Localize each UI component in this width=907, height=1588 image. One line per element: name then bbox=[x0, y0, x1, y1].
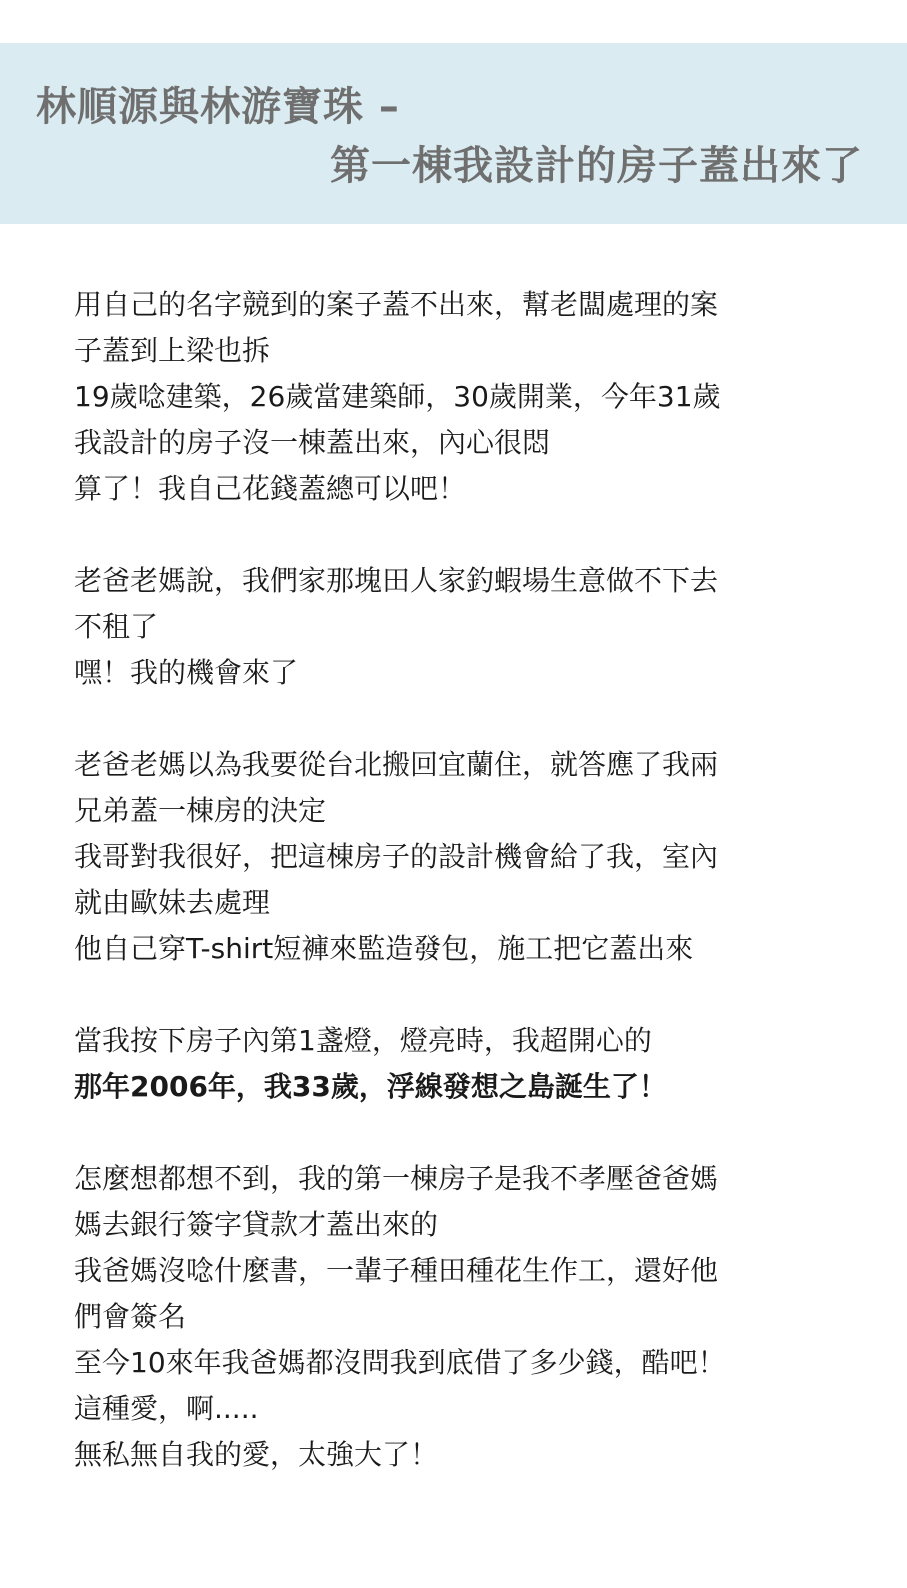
text-line: 我爸媽沒唸什麼書，一輩子種田種花生作工，還好他 bbox=[74, 1254, 719, 1287]
text-line: 們會簽名 bbox=[74, 1300, 187, 1333]
text-line: 至今10來年我爸媽都沒問我到底借了多少錢，酷吧！ bbox=[74, 1346, 726, 1379]
text-line: 當我按下房子內第1盞燈，燈亮時，我超開心的 bbox=[74, 1024, 652, 1057]
text-line: 19歲唸建築，26歲當建築師，30歲開業，今年31歲 bbox=[74, 380, 721, 413]
highlight-line: 那年2006年，我33歲，浮線發想之島誕生了！ bbox=[74, 1070, 667, 1103]
text-line: 無私無自我的愛，太強大了！ bbox=[74, 1438, 439, 1471]
text-line: 怎麼想都想不到，我的第一棟房子是我不孝壓爸爸媽 bbox=[74, 1162, 719, 1195]
text-line: 嘿！我的機會來了 bbox=[74, 656, 299, 689]
text-line: 用自己的名字競到的案子蓋不出來，幫老闆處理的案 bbox=[74, 288, 719, 321]
article-body bbox=[74, 282, 834, 1478]
text-line: 算了！我自己花錢蓋總可以吧！ bbox=[74, 472, 467, 505]
text-line: 媽去銀行簽字貸款才蓋出來的 bbox=[74, 1208, 439, 1241]
paragraph bbox=[74, 1156, 834, 1478]
paragraph bbox=[74, 282, 834, 512]
text-line: 這種愛，啊..... bbox=[74, 1392, 259, 1425]
text-line: 就由歐妹去處理 bbox=[74, 886, 271, 919]
text-line: 他自己穿T-shirt短褲來監造發包，施工把它蓋出來 bbox=[74, 932, 694, 965]
title-banner bbox=[0, 43, 907, 224]
text-line: 子蓋到上梁也拆 bbox=[74, 334, 271, 367]
text-line: 老爸老媽說，我們家那塊田人家釣蝦場生意做不下去 bbox=[74, 564, 719, 597]
page-title-line-1: 林順源與林游寶珠 – bbox=[36, 84, 400, 130]
page-title-line-2: 第一棟我設計的房子蓋出來了 bbox=[330, 143, 863, 189]
text-line: 我設計的房子沒一棟蓋出來，內心很悶 bbox=[74, 426, 551, 459]
text-line: 老爸老媽以為我要從台北搬回宜蘭住，就答應了我兩 bbox=[74, 748, 719, 781]
text-line: 兄弟蓋一棟房的決定 bbox=[74, 794, 327, 827]
paragraph bbox=[74, 742, 834, 972]
paragraph bbox=[74, 1018, 834, 1110]
text-line: 我哥對我很好，把這棟房子的設計機會給了我，室內 bbox=[74, 840, 719, 873]
text-line: 不租了 bbox=[74, 610, 159, 643]
paragraph bbox=[74, 558, 834, 696]
